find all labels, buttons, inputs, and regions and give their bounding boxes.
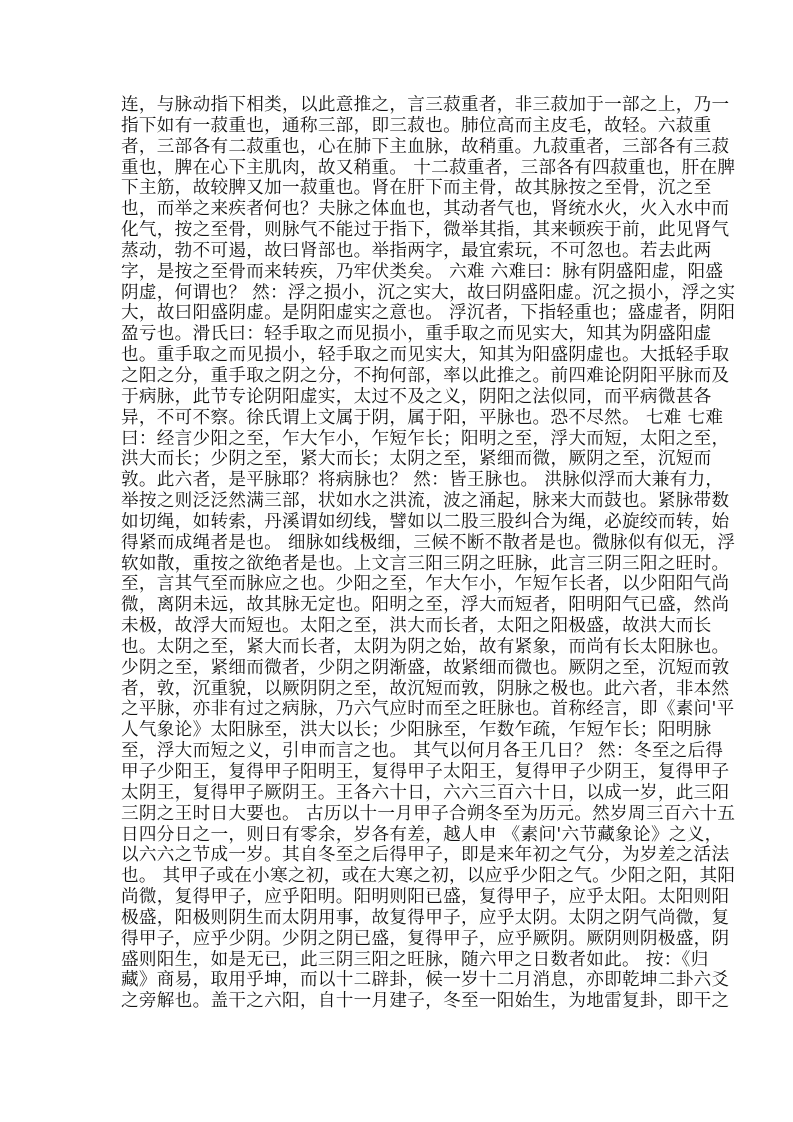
text-line: 太阴王，复得甲子厥阴王。王各六十日，六六三百六十日，以成一岁，此三阳 <box>121 782 730 803</box>
text-line: 之平脉，亦非有过之病脉，乃六气应时而至之旺脉也。首称经言，即《素问'平 <box>121 699 735 720</box>
text-line: 蒸动，勃不可遏，故曰肾部也。举指两字，最宜索玩，不可忽也。若去此两 <box>121 240 712 261</box>
text-line: 下主筋，故较脾又加一菽重也。肾在肝下而主骨，故其脉按之至骨，沉之至 <box>121 178 712 199</box>
text-line: 大，故曰阳盛阴虚。是阴阳虚实之意也。 浮沉者，下指轻重也；盛虚者，阴阳 <box>121 303 736 324</box>
text-line: 曰：经言少阳之至，乍大乍小，乍短乍长；阳明之至，浮大而短，太阳之至， <box>121 428 730 449</box>
text-line: 藏》商易，取用乎坤，而以十二辟卦，候一岁十二月消息，亦即乾坤二卦六爻 <box>121 970 730 991</box>
text-line: 者，敦，沉重貌，以厥阴阴之至，故沉短而敦，阴脉之极也。此六者，非本然 <box>121 678 730 699</box>
text-line: 敦。此六者，是平脉耶？将病脉也？ 然：皆王脉也。 洪脉似浮而大兼有力， <box>121 470 724 491</box>
text-line: 也。 其甲子或在小寒之初，或在大寒之初，以应乎少阳之气。少阳之阳，其阳 <box>121 866 736 887</box>
text-line: 阴虚，何谓也？ 然：浮之损小，沉之实大，故曰阴盛阳虚。沉之损小，浮之实 <box>121 282 736 303</box>
text-line: 如切绳，如转索，丹溪谓如纫线，譬如以二股三股纠合为绳，必旋绞而转，始 <box>121 511 730 532</box>
text-line: 盈亏也。滑氏曰：轻手取之而见损小，重手取之而见实大，知其为阴盛阳虚 <box>121 324 712 345</box>
text-line: 之阳之分，重手取之阴之分，不拘何部，率以此推之。前四难论阴阳平脉而及 <box>121 365 730 386</box>
text-line: 人气象论》太阳脉至，洪大以长；少阳脉至，乍数乍疏，乍短乍长；阳明脉 <box>121 720 712 741</box>
text-line: 异，不可不察。徐氏谓上文属于阴，属于阳，平脉也。恐不尽然。 七难 七难 <box>121 407 724 428</box>
text-line: 洪大而长；少阴之至，紧大而长；太阴之至，紧细而微，厥阴之至，沉短而 <box>121 449 712 470</box>
text-line: 盛则阳生，如是无已，此三阴三阳之旺脉，随六甲之日数者如此。 按：《归 <box>121 949 709 970</box>
text-line: 微，离阴未远，故其脉无定也。阳明之至，浮大而短者，阳明阳气已盛，然尚 <box>121 595 730 616</box>
text-line: 连，与脉动指下相类，以此意推之，言三菽重者，非三菽加于一部之上，乃一 <box>121 95 730 115</box>
text-line: 也。太阴之至，紧大而长者，太阴为阴之始，故有紧象，而尚有长太阳脉也。 <box>121 636 730 657</box>
text-line: 重也，脾在心下主肌肉，故又稍重。 十二菽重者，三部各有四菽重也，肝在脾 <box>121 157 736 178</box>
document-body-text <box>121 95 736 1012</box>
text-line: 也，而举之来疾者何也？夫脉之体血也，其动者气也，肾统水火，火入水中而 <box>121 199 730 220</box>
text-line: 三阴之王时日大要也。 古历以十一月甲子合朔冬至为历元。然岁周三百六十五 <box>121 803 736 824</box>
text-line: 尚微，复得甲子，应乎阳明。阳明则阳已盛，复得甲子，应乎太阳。太阳则阳 <box>121 887 730 908</box>
text-line: 至，浮大而短之义，引申而言之也。 其气以何月各王几日？ 然：冬至之后得 <box>121 741 724 762</box>
text-line: 也。重手取之而见损小，轻手取之而见实大，知其为阳盛阴虚也。大抵轻手取 <box>121 345 730 366</box>
text-line: 化气，按之至骨，则脉气不能过于指下，微举其指，其来顿疾于前，此见肾气 <box>121 220 730 241</box>
text-line: 以六六之节成一岁。其自冬至之后得甲子，即是来年初之气分，为岁差之活法 <box>121 845 730 866</box>
text-line: 字，是按之至骨而来转疾，乃牢伏类矣。 六难 六难曰：脉有阴盛阳虚，阳盛 <box>121 261 724 282</box>
text-line: 者，三部各有二菽重也，心在肺下主血脉，故稍重。九菽重者，三部各有三菽 <box>121 136 730 157</box>
text-line: 少阴之至，紧细而微者，少阴之阴渐盛，故紧细而微也。厥阴之至，沉短而敦 <box>121 657 730 678</box>
text-line: 极盛，阳极则阴生而太阴用事，故复得甲子，应乎太阴。太阴之阴气尚微，复 <box>121 907 730 928</box>
text-line: 指下如有一菽重也，通称三部，即三菽也。肺位高而主皮毛，故轻。六菽重 <box>121 115 712 136</box>
text-line: 软如散，重按之欲绝者是也。上文言三阳三阴之旺脉，此言三阴三阳之旺时。 <box>121 553 730 574</box>
text-line: 得紧而成绳者是也。 细脉如线极细，三候不断不散者是也。微脉似有似无，浮 <box>121 532 736 553</box>
text-line: 未极，故浮大而短也。太阳之至，洪大而长者，太阳之阳极盛，故洪大而长 <box>121 616 712 637</box>
text-line: 之旁解也。盖干之六阳，自十一月建子，冬至一阳始生，为地雷复卦，即干之 <box>121 991 730 1012</box>
text-line: 甲子少阳王，复得甲子阳明王，复得甲子太阳王，复得甲子少阴王，复得甲子 <box>121 762 730 782</box>
text-line: 举按之则泛泛然满三部，状如水之洪流，波之涌起，脉来大而鼓也。紧脉带数 <box>121 491 730 512</box>
text-line: 于病脉，此节专论阴阳虚实，太过不及之义，阴阳之法似同，而平病微甚各 <box>121 386 712 407</box>
text-line: 至，言其气至而脉应之也。少阳之至，乍大乍小，乍短乍长者，以少阳阳气尚 <box>121 574 730 595</box>
text-line: 得甲子，应乎少阴。少阴之阴已盛，复得甲子，应乎厥阴。厥阴则阴极盛，阴 <box>121 928 730 949</box>
document-page <box>121 95 736 1012</box>
text-line: 日四分日之一，则日有零余，岁各有差，越人申 《素问'六节藏象论》之义， <box>121 824 723 845</box>
